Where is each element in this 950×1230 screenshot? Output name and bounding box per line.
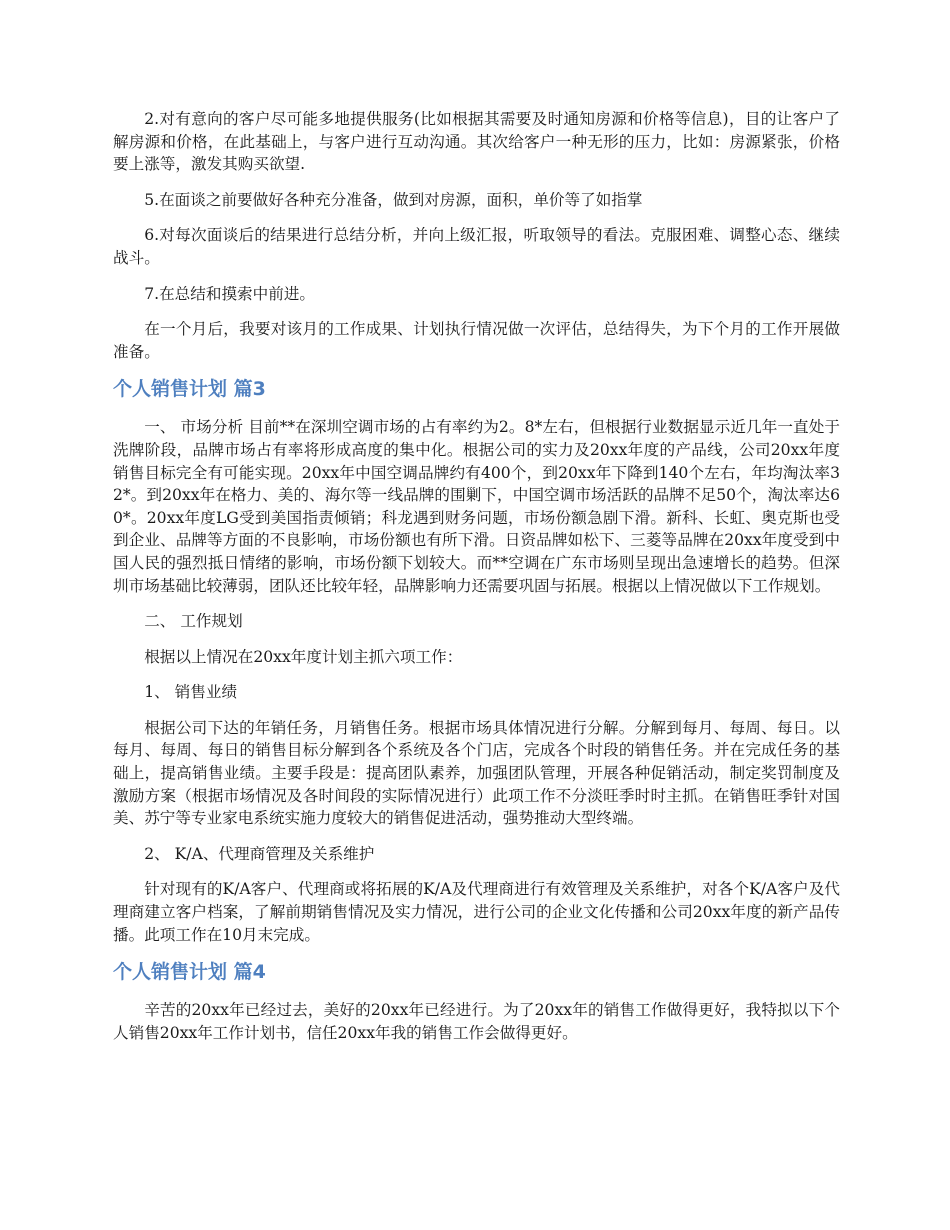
paragraph-item-5: 5.在面谈之前要做好各种充分准备，做到对房源，面积，单价等了如指掌: [144, 190, 643, 209]
paragraph-item-6: 6.对每次面谈后的结果进行总结分析，并向上级汇报，听取领导的看法。克服困难、调整心态、继续战斗。: [113, 226, 840, 267]
paragraph-new-year-intro: 辛苦的20xx年已经过去，美好的20xx年已经进行。为了20xx年的销售工作做得更好，我特拟以下个人销售20xx年工作计划书，信任20xx年我的销售工作会做得更好。: [113, 1001, 840, 1042]
section-heading-4: 个人销售计划 篇4: [113, 961, 266, 984]
paragraph-item-2: 2.对有意向的客户尽可能多地提供服务(比如根据其需要及时通知房源和价格等信息)，目的让客户了解房源和价格，在此基础上，与客户进行互动沟通。其次给客户一种无形的压力，比如：房源紧张，价格要上涨等，激发其购买欲望.: [113, 110, 840, 174]
document-page: [113, 108, 840, 1057]
paragraph-monthly-review: 在一个月后，我要对该月的工作成果、计划执行情况做一次评估，总结得失，为下个月的工作开展做准备。: [113, 320, 840, 361]
paragraph-sales-performance: 根据公司下达的年销任务，月销售任务。根据市场具体情况进行分解。分解到每月、每周、每日。以每月、每周、每日的销售目标分解到各个系统及各个门店，完成各个时段的销售任务。并在完成任务的基础上，提高销售业绩。主要手段是：提高团队素养，加强团队管理，开展各种促销活动，制定奖罚制度及激励方案（根据市场情况及各时间段的实际情况进行）此项工作不分淡旺季时时主抓。在销售旺季针对国美、苏宁等专业家电系统实施力度较大的销售促进活动，强势推动大型终端。: [113, 718, 840, 828]
paragraph-work-plan-title: 二、 工作规划: [144, 612, 243, 631]
paragraph-item-7: 7.在总结和摸索中前进。: [144, 284, 316, 303]
paragraph-ka-management-title: 2、 K/A、代理商管理及关系维护: [144, 844, 375, 863]
paragraph-ka-management: 针对现有的K/A客户、代理商或将拓展的K/A及代理商进行有效管理及关系维护，对各个K/A客户及代理商建立客户档案，了解前期销售情况及实力情况，进行公司的企业文化传播和公司20xx年度的新产品传播。此项工作在10月末完成。: [113, 880, 840, 944]
paragraph-market-analysis: 一、 市场分析 目前**在深圳空调市场的占有率约为2。8*左右，但根据行业数据显示近几年一直处于洗牌阶段，品牌市场占有率将形成高度的集中化。根据公司的实力及20xx年度的产品线，公司20xx年度销售目标完全有可能实现。20xx年中国空调品牌约有400个，到20xx年下降到140个左右，年均淘汰率32*。到20xx年在格力、美的、海尔等一线品牌的围剿下，中国空调市场活跃的品牌不足50个，淘汰率达60*。20xx年度LG受到美国指责倾销；科龙遇到财务问题，市场份额急剧下滑。新科、长虹、奥克斯也受到企业、品牌等方面的不良影响，市场份额也有所下滑。日资品牌如松下、三菱等品牌在20xx年度受到中国人民的强烈抵日情绪的影响，市场份额下划较大。而**空调在广东市场则呈现出急速增长的趋势。但深圳市场基础比较薄弱，团队还比较年轻，品牌影响力还需要巩固与拓展。根据以上情况做以下工作规划。: [113, 418, 840, 595]
section-heading-3: 个人销售计划 篇3: [113, 378, 266, 401]
paragraph-work-plan-intro: 根据以上情况在20xx年度计划主抓六项工作：: [144, 647, 463, 666]
paragraph-sales-performance-title: 1、 销售业绩: [144, 683, 238, 702]
